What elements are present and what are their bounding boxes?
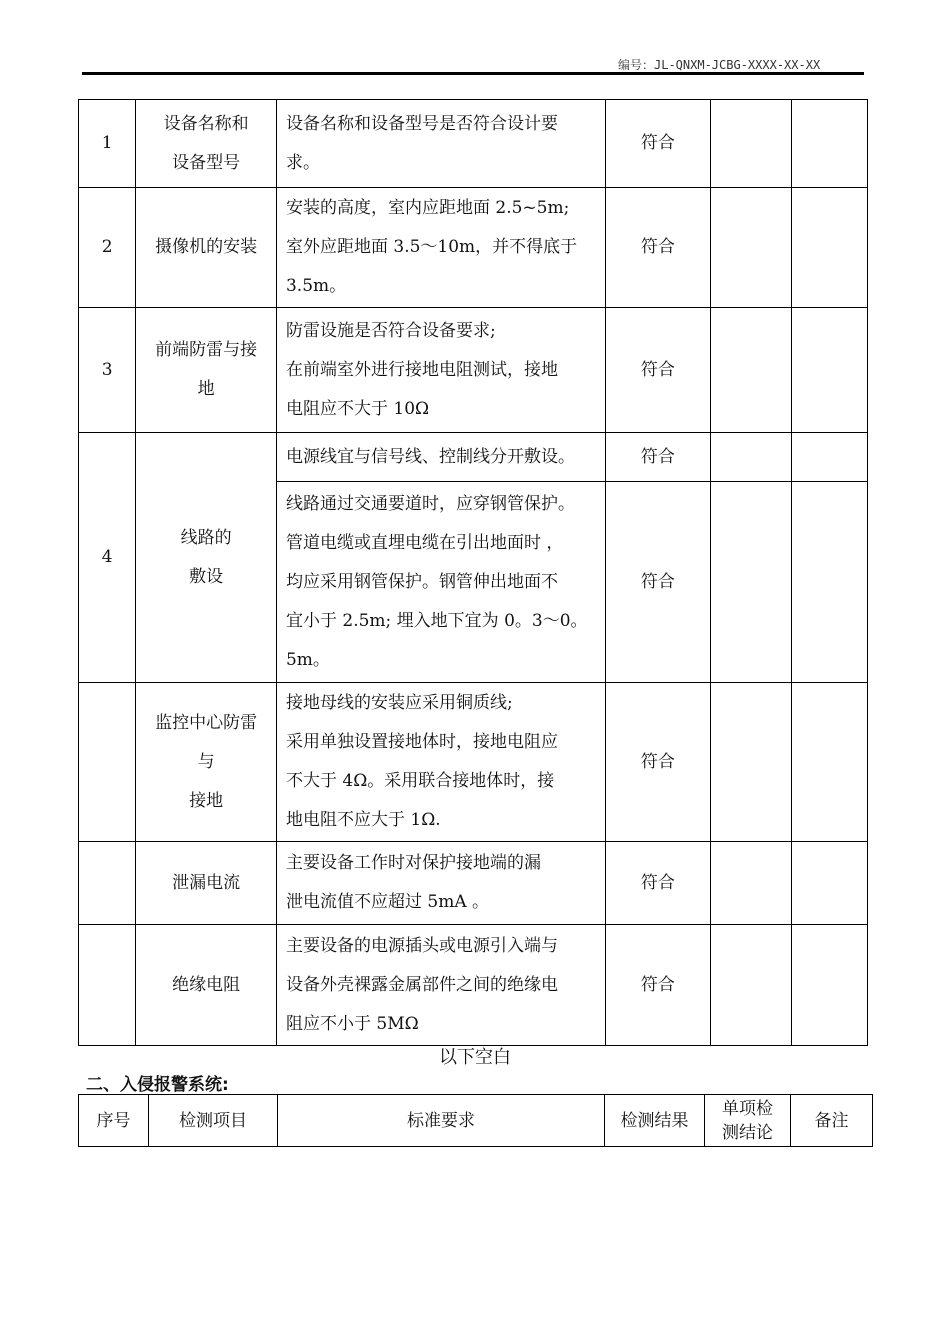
cell-text-line: 安装的高度，室内应距地面 2.5~5m; bbox=[285, 198, 570, 218]
header-rule bbox=[82, 72, 864, 75]
remark-cell bbox=[791, 683, 867, 842]
cell-text-line: 线路的 bbox=[180, 527, 232, 548]
remark-cell bbox=[791, 482, 867, 683]
table-row bbox=[79, 100, 868, 188]
row-number-cell bbox=[79, 433, 136, 683]
check-item-cell bbox=[136, 100, 277, 188]
blank-note: 以下空白 bbox=[439, 1047, 511, 1068]
check-item-cell bbox=[136, 925, 277, 1046]
result-cell bbox=[605, 433, 711, 482]
cell-text-line: 监控中心防雷 bbox=[155, 712, 258, 733]
result-cell bbox=[605, 925, 711, 1046]
cell-text-line: 1 bbox=[101, 133, 113, 153]
cell-text-line: 符合 bbox=[640, 751, 675, 772]
table-row bbox=[79, 683, 868, 842]
row-number-cell bbox=[79, 188, 136, 308]
remark-cell bbox=[791, 188, 867, 308]
cell-text-line: 接地 bbox=[189, 790, 224, 811]
intrusion-alarm-table bbox=[78, 1094, 873, 1147]
result-cell bbox=[605, 842, 711, 925]
cell-text-line: 泄电流值不应超过 5mA 。 bbox=[285, 892, 490, 912]
requirement-cell bbox=[276, 308, 605, 433]
table-row bbox=[79, 433, 868, 482]
requirement-cell bbox=[276, 100, 605, 188]
cell-text-line: 符合 bbox=[640, 571, 675, 592]
result-cell bbox=[605, 482, 711, 683]
header-cell bbox=[149, 1095, 278, 1147]
check-item-cell bbox=[136, 842, 277, 925]
check-item-cell bbox=[136, 683, 277, 842]
cell-text-line: 符合 bbox=[640, 872, 675, 893]
conclusion-cell bbox=[711, 842, 791, 925]
header-cell bbox=[79, 1095, 149, 1147]
check-item-cell bbox=[136, 433, 277, 683]
cell-text-line: 3 bbox=[101, 359, 113, 380]
requirement-cell bbox=[276, 482, 605, 683]
cell-text-line: 室外应距地面 3.5～10m，并不得底于 bbox=[285, 237, 578, 257]
cell-text-line: 设备型号 bbox=[172, 152, 241, 173]
cell-text-line: 摄像机的安装 bbox=[155, 237, 258, 257]
requirement-cell bbox=[276, 433, 605, 482]
table-row bbox=[79, 925, 868, 1046]
cell-text-line: 地电阻不应大于 1Ω. bbox=[285, 810, 441, 830]
section-title: 二、入侵报警系统: bbox=[86, 1075, 229, 1095]
requirement-cell bbox=[276, 925, 605, 1046]
remark-cell bbox=[791, 433, 867, 482]
cell-text-line: 设备外壳裸露金属部件之间的绝缘电 bbox=[285, 974, 558, 995]
result-cell bbox=[605, 308, 711, 433]
cell-text-line: 主要设备工作时对保护接地端的漏 bbox=[285, 853, 541, 873]
cell-text-line: 防雷设施是否符合设备要求; bbox=[285, 320, 496, 341]
requirement-cell bbox=[276, 683, 605, 842]
conclusion-cell bbox=[711, 100, 791, 188]
cell-text-line: 符合 bbox=[640, 974, 675, 995]
table-row bbox=[79, 188, 868, 308]
cell-text-line: 符合 bbox=[640, 237, 675, 257]
requirement-cell bbox=[276, 188, 605, 308]
header-cell bbox=[278, 1095, 605, 1147]
cell-text-line: 主要设备的电源插头或电源引入端与 bbox=[285, 935, 558, 956]
check-item-cell bbox=[136, 188, 277, 308]
cell-text-line: 电阻应不大于 10Ω bbox=[285, 398, 430, 419]
table-row bbox=[79, 308, 868, 433]
row-number-cell bbox=[79, 100, 136, 188]
header-cell bbox=[605, 1095, 705, 1147]
result-cell bbox=[605, 683, 711, 842]
result-cell bbox=[605, 188, 711, 308]
cell-text-line: 与 bbox=[197, 751, 215, 772]
conclusion-cell bbox=[711, 308, 791, 433]
cell-text-line: 泄漏电流 bbox=[172, 872, 241, 893]
cell-text-line: 敷设 bbox=[189, 566, 224, 587]
cell-text-line: 线路通过交通要道时，应穿钢管保护。 bbox=[285, 493, 575, 514]
cell-text-line: 5m。 bbox=[285, 649, 330, 670]
conclusion-cell bbox=[711, 683, 791, 842]
cell-text-line: 电源线宜与信号线、控制线分开敷设。 bbox=[285, 446, 575, 467]
cell-text-line: 求。 bbox=[285, 152, 320, 173]
remark-cell bbox=[791, 308, 867, 433]
inspection-table bbox=[78, 99, 868, 1046]
cell-text-line: 宜小于 2.5m; 埋入地下宜为 0。3～0。 bbox=[285, 610, 588, 631]
document-code: 编号：JL-QNXM-JCBG-XXXX-XX-XX bbox=[618, 58, 821, 72]
row-number-cell bbox=[79, 842, 136, 925]
remark-cell bbox=[791, 100, 867, 188]
cell-text-line: 测结论 bbox=[722, 1122, 773, 1143]
row-number-cell bbox=[79, 925, 136, 1046]
conclusion-cell bbox=[711, 188, 791, 308]
cell-text-line: 符合 bbox=[640, 446, 675, 467]
cell-text-line: 阻应不小于 5MΩ bbox=[285, 1013, 419, 1034]
cell-text-line: 2 bbox=[101, 237, 113, 257]
table-header-row bbox=[79, 1095, 873, 1147]
row-number-cell bbox=[79, 683, 136, 842]
cell-text-line: 检测结果 bbox=[620, 1110, 689, 1131]
cell-text-line: 设备名称和设备型号是否符合设计要 bbox=[285, 113, 558, 134]
cell-text-line: 符合 bbox=[640, 359, 675, 380]
cell-text-line: 绝缘电阻 bbox=[172, 974, 241, 995]
cell-text-line: 3.5m。 bbox=[285, 276, 347, 296]
cell-text-line: 前端防雷与接 bbox=[155, 340, 258, 360]
cell-text-line: 单项检 bbox=[722, 1098, 773, 1119]
conclusion-cell bbox=[711, 433, 791, 482]
cell-text-line: 标准要求 bbox=[407, 1110, 475, 1131]
requirement-cell bbox=[276, 842, 605, 925]
cell-text-line: 均应采用钢管保护。钢管伸出地面不 bbox=[285, 571, 558, 592]
cell-text-line: 接地母线的安装应采用铜质线; bbox=[285, 693, 513, 713]
cell-text-line: 备注 bbox=[814, 1110, 849, 1131]
cell-text-line: 管道电缆或直埋电缆在引出地面时 ， bbox=[285, 532, 564, 553]
remark-cell bbox=[791, 925, 867, 1046]
cell-text-line: 采用单独设置接地体时，接地电阻应 bbox=[285, 732, 558, 752]
cell-text-line: 地 bbox=[197, 379, 215, 399]
cell-text-line: 设备名称和 bbox=[163, 113, 249, 134]
cell-text-line: 检测项目 bbox=[179, 1110, 247, 1131]
cell-text-line: 序号 bbox=[96, 1110, 131, 1131]
cell-text-line: 不大于 4Ω。采用联合接地体时，接 bbox=[285, 771, 555, 791]
cell-text-line: 符合 bbox=[640, 133, 675, 153]
table-row bbox=[79, 842, 868, 925]
cell-text-line: 4 bbox=[101, 547, 113, 567]
remark-cell bbox=[791, 842, 867, 925]
header-cell bbox=[791, 1095, 873, 1147]
header-cell bbox=[705, 1095, 791, 1147]
conclusion-cell bbox=[711, 482, 791, 683]
result-cell bbox=[605, 100, 711, 188]
cell-text-line: 在前端室外进行接地电阻测试，接地 bbox=[285, 359, 558, 380]
row-number-cell bbox=[79, 308, 136, 433]
conclusion-cell bbox=[711, 925, 791, 1046]
check-item-cell bbox=[136, 308, 277, 433]
